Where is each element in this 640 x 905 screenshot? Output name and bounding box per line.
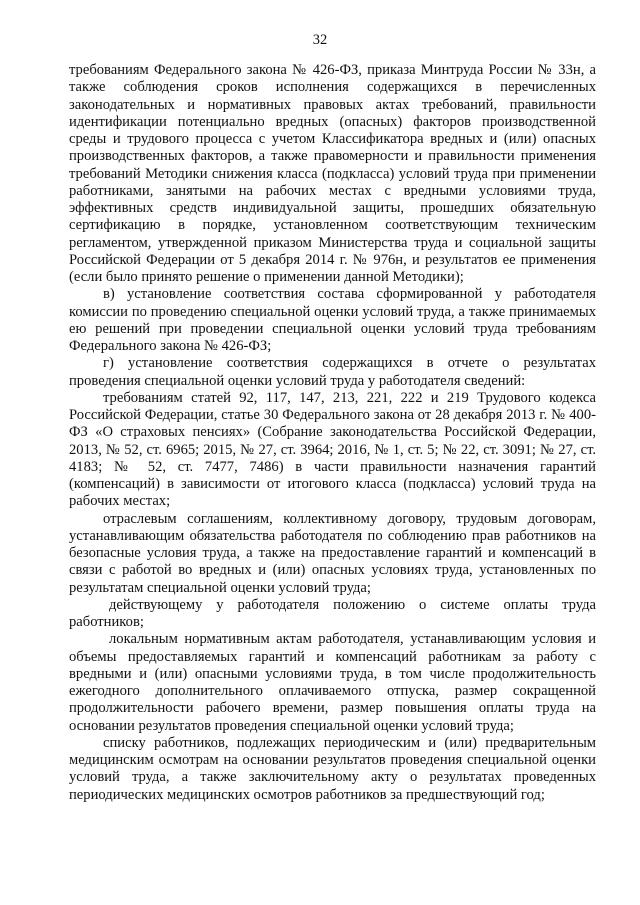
paragraph-agreements: отраслевым соглашениям, коллективному договору, трудовым договорам, устанавливающим обязательства работодателя по соблюдению прав работников на безопасные условия труда, а также на предоставление гарантий и компенсаций в связи с работой во вредных и (или) опасных условиях труда, установленных по результатам специальной оценки условий труда; [69,510,596,596]
page-number: 32 [312,32,328,48]
paragraph-labor-code: требованиям статей 92, 117, 147, 213, 221, 222 и 219 Трудового кодекса Российской Федерации, статье 30 Федерального закона от 28 декабря 2013 г. № 400-ФЗ «О страховых пенсиях» (Собрание законодательства Российской Федерации, 2013, № 52, ст. 6965; 2015, № 27, ст. 3964; 2016, № 1, ст. 5; № 22, ст. 3091; № 27, ст. 4183; № 52, ст. 7477, 7486) в части правильности назначения гарантий (компенсаций) в зависимости от итогового класса (подкласса) условий труда на рабочих местах; [69,389,596,510]
paragraph-item-v: в) установление соответствия состава сформированной у работодателя комиссии по проведению специальной оценки условий труда, а также принимаемых ею решений при проведении специальной оценки условий труда требованиям Федерального закона № 426-ФЗ; [69,286,596,354]
document-body [69,62,596,804]
paragraph-local-acts: локальным нормативным актам работодателя, устанавливающим условия и объемы предоставляемых гарантий и компенсаций работникам за работу с вредными и (или) опасными условиями труда, в том числе продолжительность ежегодного дополнительного оплачиваемого отпуска, размер сокращенной продолжительности рабочего времени, размер повышения оплаты труда на основании результатов проведения специальной оценки условий труда; [69,631,596,734]
paragraph-medical-list: списку работников, подлежащих периодическим и (или) предварительным медицинским осмотрам на основании результатов проведения специальной оценки условий труда, а также заключительному акту о результатах проведенных периодических медицинских осмотров работников за предшествующий год; [69,734,596,803]
paragraph-item-g: г) установление соответствия содержащихся в отчете о результатах проведения специальной оценки условий труда у работодателя сведений: [69,355,596,389]
paragraph-pay-system: действующему у работодателя положению о системе оплаты труда работников; [69,596,596,630]
paragraph-continuation: требованиям Федерального закона № 426-ФЗ, приказа Минтруда России № 33н, а также соблюдения сроков исполнения содержащихся в перечисленных законодательных и нормативных правовых актах требований, правильности идентификации потенциально вредных (опасных) факторов производственной среды и трудового процесса с учетом Классификатора вредных и (или) опасных производственных факторов, а также правомерности и правильности применения требований Методики снижения класса (подкласса) условий труда при применении работниками, занятыми на рабочих местах с вредными условиями труда, эффективных средств индивидуальной защиты, прошедших обязательную сертификацию в порядке, установленном соответствующим техническим регламентом, утвержденной приказом Министерства труда и социальной защиты Российской Федерации от 5 декабря 2014 г. № 976н, и результатов ее применения (если было принято решение о применении данной Методики); [69,62,596,285]
